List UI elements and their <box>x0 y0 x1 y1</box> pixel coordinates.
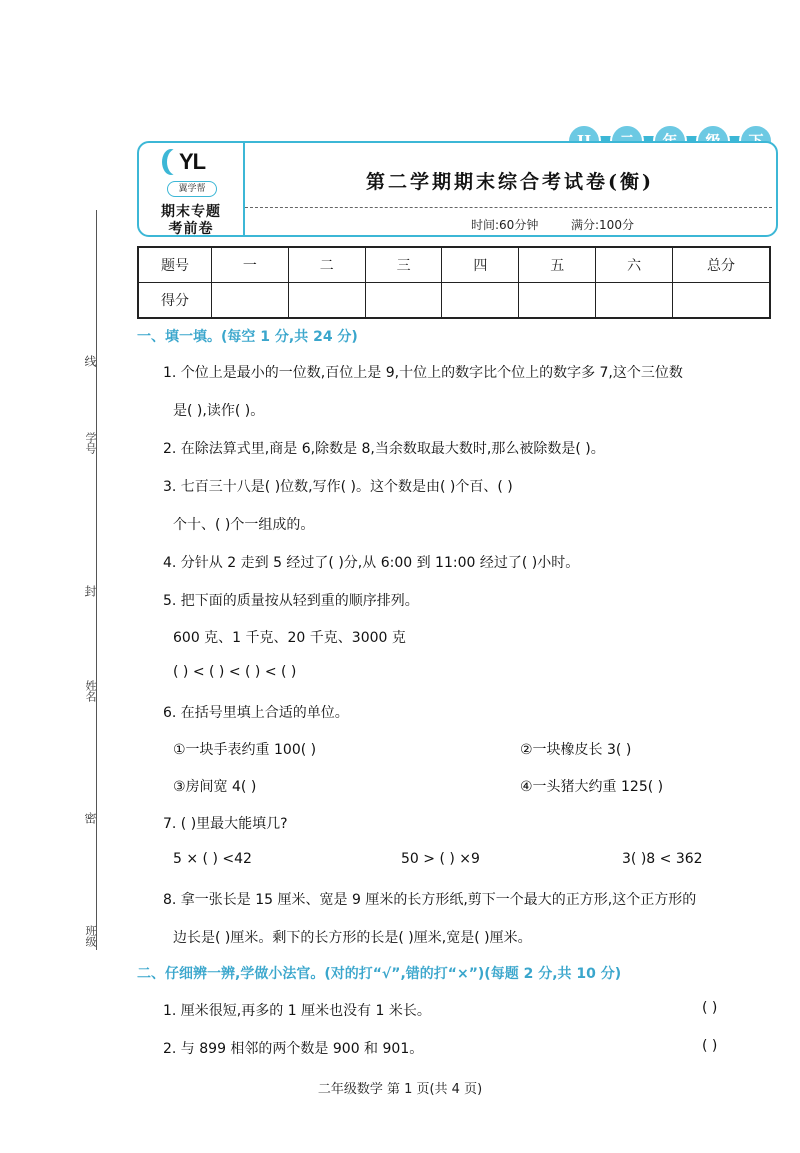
student-id-label: 学号 <box>84 432 97 454</box>
question-6-item-1: ①一块手表约重 100( ) <box>173 742 317 758</box>
question-5-items: 600 克、1 千克、20 千克、3000 克 <box>173 630 406 646</box>
exam-full-score: 满分:100分 <box>571 218 634 232</box>
logo-line1: 期末专题 <box>161 204 221 220</box>
section-title-true-false: 二、仔细辨一辨,学做小法官。(对的打“√”,错的打“×”)(每题 2 分,共 10 分) <box>137 966 622 982</box>
question-7: 7. ( )里最大能填几? <box>163 816 288 832</box>
score-table <box>137 246 771 319</box>
question-6-item-4: ④一头猪大约重 125( ) <box>520 779 664 795</box>
question-6-item-3: ③房间宽 4( ) <box>173 779 257 795</box>
score-input-cell[interactable] <box>212 283 289 319</box>
question-1-line-1: 1. 个位上是最小的一位数,百位上是 9,十位上的数字比个位上的数字多 7,这个三位数 <box>163 365 683 381</box>
binding-word-secret: 密 <box>83 812 97 824</box>
table-cell: 一 <box>212 247 289 283</box>
score-input-cell[interactable] <box>442 283 519 319</box>
score-input-cell[interactable] <box>596 283 673 319</box>
question-3-line-1: 3. 七百三十八是( )位数,写作( )。这个数是由( )个百、( ) <box>163 479 513 495</box>
exam-header <box>137 141 778 237</box>
question-7-item-3: 3( )8 < 362 <box>622 851 703 867</box>
table-cell: 得分 <box>138 283 212 319</box>
table-cell: 六 <box>596 247 673 283</box>
tf-answer-blank[interactable]: ( ) <box>702 1038 718 1054</box>
page-footer: 二年级数学 第 1 页(共 4 页) <box>317 1082 483 1097</box>
name-label: 姓名 <box>84 680 97 702</box>
question-5-blanks: ( ) < ( ) < ( ) < ( ) <box>173 664 297 680</box>
question-2: 2. 在除法算式里,商是 6,除数是 8,当余数取最大数时,那么被除数是( )。 <box>163 441 605 457</box>
score-input-cell[interactable] <box>673 283 771 319</box>
table-cell: 总分 <box>673 247 771 283</box>
table-cell: 四 <box>442 247 519 283</box>
question-6-item-2: ②一块橡皮长 3( ) <box>520 742 632 758</box>
question-3-line-2: 个十、( )个一组成的。 <box>173 517 315 533</box>
question-4: 4. 分针从 2 走到 5 经过了( )分,从 6:00 到 11:00 经过了( )小时。 <box>163 555 580 571</box>
section-title-fill-in: 一、填一填。(每空 1 分,共 24 分) <box>137 329 358 345</box>
exam-time: 时间:60分钟 <box>471 218 539 232</box>
binding-word-line: 线 <box>83 355 97 367</box>
table-row <box>138 247 770 283</box>
logo <box>139 143 243 235</box>
question-1-line-2: 是( ),读作( )。 <box>173 403 265 419</box>
table-cell: 二 <box>288 247 365 283</box>
score-input-cell[interactable] <box>519 283 596 319</box>
question-8-line-1: 8. 拿一张长是 15 厘米、宽是 9 厘米的长方形纸,剪下一个最大的正方形,这个正方形的 <box>163 892 697 908</box>
logo-line2: 考前卷 <box>168 221 214 237</box>
tf-question-2: 2. 与 899 相邻的两个数是 900 和 901。 <box>163 1041 424 1057</box>
binding-word-seal: 封 <box>83 585 97 597</box>
tf-answer-blank[interactable]: ( ) <box>702 1000 718 1016</box>
table-cell: 三 <box>365 247 442 283</box>
table-cell: 题号 <box>138 247 212 283</box>
table-cell: 五 <box>519 247 596 283</box>
question-7-item-2: 50 > ( ) ×9 <box>401 851 480 867</box>
score-input-cell[interactable] <box>365 283 442 319</box>
exam-title: 第二学期期末综合考试卷(衡) <box>366 171 654 193</box>
table-row <box>138 283 770 319</box>
tf-question-1: 1. 厘米很短,再多的 1 厘米也没有 1 米长。 <box>163 1003 431 1019</box>
binding-line <box>96 210 97 950</box>
class-label: 班级 <box>84 925 97 947</box>
question-8-line-2: 边长是( )厘米。剩下的长方形的长是( )厘米,宽是( )厘米。 <box>173 930 532 946</box>
question-7-item-1: 5 × ( ) <42 <box>173 851 252 867</box>
question-5: 5. 把下面的质量按从轻到重的顺序排列。 <box>163 593 419 609</box>
question-6: 6. 在括号里填上合适的单位。 <box>163 705 349 721</box>
logo-text: YL <box>179 149 206 174</box>
score-input-cell[interactable] <box>288 283 365 319</box>
logo-badge: 翼学帮 <box>167 181 217 197</box>
